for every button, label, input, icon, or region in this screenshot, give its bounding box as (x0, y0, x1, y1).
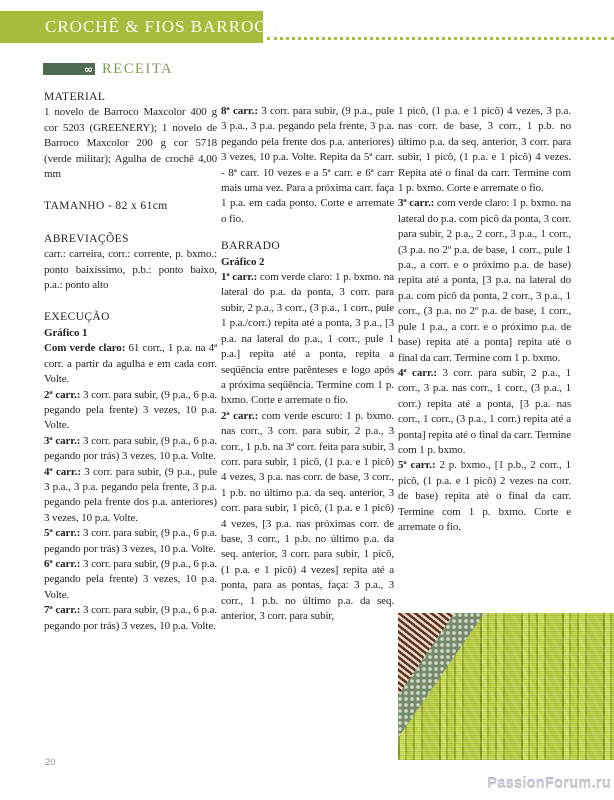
instruction-paragraph: 3ª carr.: com verde claro: 1 p. bxmo. na lateral do p.a. com picô da ponta, 3 corr. para subir, 2 p.a., 2 corr., 3 p.a., 1 corr., (3 p.a. no 2º p.a. de base, 1 corr., pule 1 p.a., a corr. e o próximo p.a. de base) repita até a ponta, [3 p.a. na lateral do p.a. com picô da ponta, 2 corr., 3 p.a., 1 corr., (3 p.a. no 2º p.a. de base, 1 corr., pule 1 p.a., a corr. e o próximo p.a. de base) repita até a ponta] repita até o final da carr. Termine com 1 p. bxmo. (398, 197, 572, 364)
material-text: 1 novelo de Barroco Maxcolor 400 g cor 5203 (GREENERY); 1 novelo de Barroco Maxcolor 200 g cor 5718 (verde militar); Agulha de crochê 4,00 mm (44, 106, 217, 181)
crochet-sample-photo (398, 613, 614, 760)
instruction-paragraph: 2ª carr.: com verde escuro: 1 p. bxmo. nas corr., 3 corr. para subir, 2 p.a., 3 corr., 1 p.b. na 3ª corr. feita para subir, 3 corr. para subir, 1 picô, (1 p.a. e 1 picô) 4 vezes, 3 p.a. nas corr. de base, 3 corr., 1 p.b. no último p.a. da seq. anterior, 3 corr. para subir, 1 picô, (1 p.a. e 1 picô) 4 vezes, [3 p.a. nas próximas corr. de base, 3 corr., 1 p.b. no último p.a. da seq. anterior, 3 corr. para subir, 1 picô, (1 p.a. e 1 picô) 4 vezes] repita até a ponta, para as pontas, faça: 3 p.a., 3 corr., 1 p.b. no último p.a. da seq. anterior, 3 corr. para subir, (221, 409, 394, 622)
execution-heading: EXECUÇÃO (44, 311, 110, 324)
instruction-paragraph: 1ª carr.: com verde claro: 1 p. bxmo. na lateral do p.a. da ponta, 3 corr. para subir, 2 p.a., 3 corr., (3 p.a., 1 corr., pule 1 p.a./corr.) repita até a ponta, 3 p.a., [3 p.a. na lateral do p.a., 1 corr., pule 1 p.a.] repita até a ponta, repita a seqüência entre parênteses e logo após a próxima seqüência. Termine com 1 p. bxmo. Corte e arremate o fio. (221, 271, 395, 407)
instruction-lead: 7ª carr.: (44, 604, 81, 617)
yarn-swirl-icon: ∞ (83, 62, 93, 76)
text-column-1 (44, 90, 217, 634)
instruction-paragraph: 7ª carr.: 3 corr. para subir, (9 p.a., 6 p.a. pegando por trás) 3 vezes, 10 p.a. Volte. (44, 604, 218, 632)
instruction-paragraph: 2ª carr.: 3 corr. para subir, (9 p.a., 6 p.a. pegando pela frente) 3 vezes, 10 p.a. Volte. (44, 388, 218, 432)
instruction-lead: 5ª carr.: (398, 459, 436, 472)
chart2-title: Gráfico 2 (221, 255, 265, 268)
continuation-paragraph: 1 picô, (1 p.a. e 1 picô) 4 vezes, 3 p.a. nas corr. de base, 3 corr., 1 p.b. no último p.a. da seq. anterior, 3 corr. para subir, 1 picô, (1 p.a. e 1 picô) 4 vezes. Repita até o final da carr. Termine com 1 p. bxmo. Corte e arremate o fio. (398, 105, 571, 195)
instruction-lead: 2ª carr.: (221, 409, 259, 422)
abbreviations-text: carr.: carreira, corr.: corrente, p. bxmo.: ponto baixíssimo, p.b.: ponto baixo, p.a.: ponto alto (44, 248, 217, 292)
instruction-lead: 4ª carr.: (44, 465, 81, 478)
page-number: 20 (45, 757, 56, 768)
instruction-lead: Com verde claro: (44, 342, 126, 355)
page-header-banner (0, 11, 280, 43)
instruction-lead: 1ª carr.: (221, 271, 258, 284)
abbreviations-heading: ABREVIAÇÕES (44, 232, 129, 245)
size-heading: TAMANHO - 82 x 61cm (44, 200, 168, 213)
instruction-lead: 6ª carr.: (44, 557, 81, 570)
instruction-paragraph: 6ª carr.: 3 corr. para subir, (9 p.a., 6 p.a. pegando pela frente) 3 vezes, 10 p.a. Volte. (44, 557, 218, 601)
instruction-lead: 2ª carr.: (44, 388, 81, 401)
dotted-divider (267, 37, 614, 40)
section-heading (43, 60, 173, 78)
instruction-paragraph: 8ª carr.: 3 corr. para subir, (9 p.a., pule 3 p.a., 3 p.a. pegando pela frente, 3 p.a. pegando pela frente dos p.a. anteriores) 3 vezes, 10 p.a. Volte. Repita da 5ª carr. - 8ª carr. 10 vezes e a 5ª carr. e 6ª carr mais uma vez. Para a próxima carr. faça 1 p.a. em cada ponto. Corte e arremate o fio. (221, 105, 394, 225)
heading-bar (43, 63, 95, 75)
instruction-lead: 4ª carr.: (398, 366, 437, 379)
instruction-lead: 3ª carr.: (44, 434, 81, 447)
instruction-lead: 3ª carr.: (398, 197, 435, 210)
banner-title: CROCHÊ & FIOS BARROCO (45, 17, 280, 36)
section-title: RECEITA (102, 60, 174, 77)
instruction-lead: 8ª carr.: (221, 105, 258, 117)
barrado-heading: BARRADO (221, 240, 281, 253)
instruction-paragraph: 4ª carr.: 3 corr. para subir, (9 p.a., pule 3 p.a., 3 p.a. pegando pela frente, 3 p.a. pegando pela frente dos p.a. anteriores) 3 vezes, 10 p.a. Volte. (44, 465, 217, 524)
instruction-lead: 5ª carr.: (44, 527, 81, 540)
instruction-paragraph: 5ª carr.: 2 p. bxmo., [1 p.b., 2 corr., 1 picô, (1 p.a. e 1 picô) 2 vezes na corr. de base) repita até o final da carr. Termine com 1 p. bxmo. Corte e arremate o fio. (398, 459, 571, 533)
text-column-3 (398, 104, 571, 535)
instruction-paragraph: 5ª carr.: 3 corr. para subir, (9 p.a., 6 p.a. pegando por trás) 3 vezes, 10 p.a. Volte. (44, 527, 218, 555)
watermark-text: PassionForum.ru (487, 776, 611, 792)
instruction-paragraph: Com verde claro: 61 corr., 1 p.a. na 4ª corr. a partir da agulha e em cada corr. Volte. (44, 342, 217, 386)
instruction-paragraph: 3ª carr.: 3 corr. para subir, (9 p.a., 6 p.a. pegando por trás) 3 vezes, 10 p.a. Volte. (44, 434, 218, 463)
chart1-title: Gráfico 1 (44, 326, 88, 339)
instruction-paragraph: 4ª carr.: 3 corr. para subir, 2 p.a., 1 corr., 3 p.a. nas corr., 1 corr., (3 p.a., 1 corr.) repita até a ponta, [3 p.a. nas corr., 1 corr., (3 p.a., 1 corr.) repita até a ponta] repita até o final da carr. Termine com 1 p. bxmo. (398, 366, 571, 456)
text-column-2 (221, 104, 394, 624)
material-heading: MATERIAL (44, 91, 106, 103)
